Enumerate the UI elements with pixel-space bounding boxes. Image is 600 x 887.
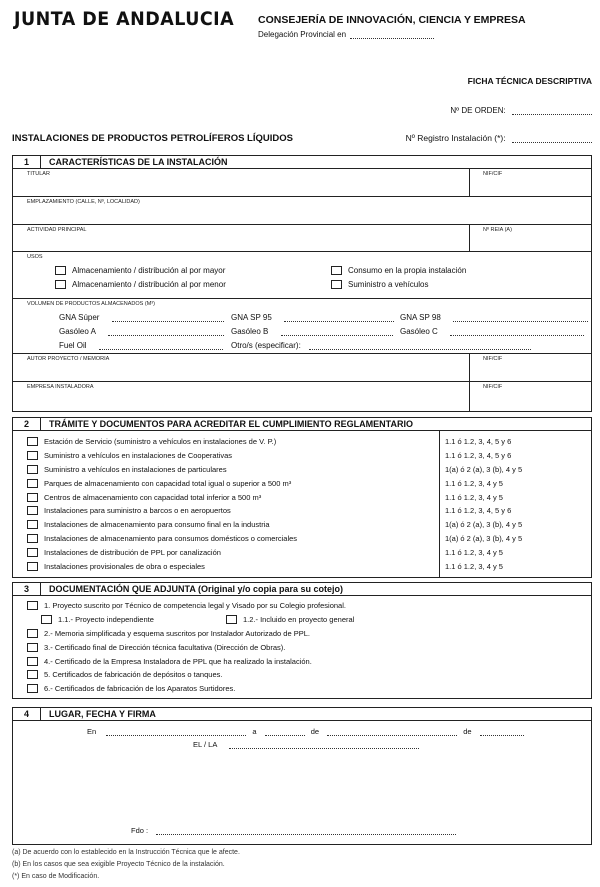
checkbox[interactable] <box>27 670 38 679</box>
section-4 <box>12 707 592 845</box>
tramite-row[interactable] <box>13 545 591 559</box>
row-label: Instalaciones de almacenamiento para consumo final en la industria <box>44 520 270 530</box>
checkbox[interactable] <box>41 615 52 624</box>
option-label: Consumo en la propia instalación <box>348 266 467 275</box>
note-c: (*) En caso de Modificación. <box>12 873 100 880</box>
doc-1[interactable] <box>13 599 591 613</box>
tramite-row[interactable] <box>13 490 591 504</box>
option-label: Almacenamiento / distribución al por menor <box>72 280 226 289</box>
usos-label: USOS <box>27 254 43 260</box>
row-code: 1.1 ó 1.2, 3, 4 y 5 <box>445 478 503 488</box>
section-number: 4 <box>13 708 41 720</box>
empresa-row[interactable] <box>13 382 591 411</box>
checkbox[interactable] <box>27 548 38 557</box>
section-number: 3 <box>13 583 41 595</box>
doc-6[interactable] <box>13 682 591 696</box>
gasoleo-b-field[interactable] <box>231 327 393 336</box>
orden-field[interactable] <box>512 114 592 115</box>
doc-label: 6.- Certificados de fabricación de los Aparatos Surtidores. <box>44 684 236 694</box>
checkbox[interactable] <box>27 684 38 693</box>
de-label: de <box>310 727 320 736</box>
el-la-line <box>193 740 419 749</box>
doc-2[interactable] <box>13 627 591 641</box>
titular-label: TITULAR <box>27 171 50 177</box>
checkbox[interactable] <box>27 506 38 515</box>
checkbox[interactable] <box>55 280 66 289</box>
documents-list <box>13 596 591 698</box>
doc-3[interactable] <box>13 640 591 654</box>
autor-label: AUTOR PROYECTO / MEMORIA <box>27 356 110 362</box>
row-code: 1(a) ó 2 (a), 3 (b), 4 y 5 <box>445 464 523 474</box>
en-label: En <box>87 727 97 736</box>
uso-mayor-option[interactable] <box>55 266 225 275</box>
autor-nif-label: NIF/CIF <box>483 356 503 362</box>
field-label: Gasóleo B <box>231 327 269 336</box>
row-code: 1.1 ó 1.2, 3, 4 y 5 <box>445 492 503 502</box>
checkbox[interactable] <box>27 520 38 529</box>
tramite-row[interactable] <box>13 435 591 449</box>
row-label: Suministro a vehículos en instalaciones de particulares <box>44 464 227 474</box>
reia-label: Nº REIA (A) <box>483 227 512 233</box>
month-field[interactable] <box>327 735 457 736</box>
registro-label: Nº Registro Instalación (*): <box>405 133 506 143</box>
checkbox[interactable] <box>331 280 342 289</box>
checkbox[interactable] <box>27 437 38 446</box>
fuel-oil-field[interactable] <box>59 341 223 350</box>
section-title: CARACTERÍSTICAS DE LA INSTALACIÓN <box>49 157 228 167</box>
department-title: CONSEJERÍA DE INNOVACIÓN, CIENCIA Y EMPRESA <box>258 14 526 26</box>
actividad-row[interactable] <box>13 225 591 252</box>
tramite-row[interactable] <box>13 463 591 477</box>
doc-1-options <box>13 613 591 627</box>
section-2 <box>12 417 592 578</box>
autor-row[interactable] <box>13 354 591 382</box>
row-code: 1.1 ó 1.2, 3, 4 y 5 <box>445 561 503 571</box>
row-code: 1.1 ó 1.2, 3, 4, 5 y 6 <box>445 437 512 447</box>
row-label: Instalaciones provisionales de obra o especiales <box>44 561 205 571</box>
gasoleo-a-field[interactable] <box>59 327 224 336</box>
nif-label: NIF/CIF <box>483 171 503 177</box>
day-field[interactable] <box>265 735 305 736</box>
checkbox[interactable] <box>331 266 342 275</box>
doc-label: 5. Certificados de fabricación de depósitos o tanques. <box>44 670 223 680</box>
field-label: GNA SP 95 <box>231 313 272 322</box>
checkbox[interactable] <box>27 643 38 652</box>
doc-label: 2.- Memoria simplificada y esquema suscritos por Instalador Autorizado de PPL. <box>44 628 310 638</box>
fdo-label: Fdo : <box>131 826 149 835</box>
gasoleo-c-field[interactable] <box>400 327 584 336</box>
form-title: INSTALACIONES DE PRODUCTOS PETROLÍFEROS LÍQUIDOS <box>12 133 293 144</box>
option-label: Suministro a vehículos <box>348 280 429 289</box>
uso-menor-option[interactable] <box>55 280 226 289</box>
orden-label: Nº DE ORDEN: <box>450 106 506 115</box>
row-label: Instalaciones para suministro a barcos o en aeropuertos <box>44 506 231 516</box>
gna-sp95-field[interactable] <box>231 313 394 322</box>
row-label: Instalaciones de almacenamiento para consumos domésticos o comerciales <box>44 533 298 543</box>
delegation-line <box>258 30 434 39</box>
volumen-row <box>13 299 591 354</box>
delegation-field[interactable] <box>350 38 434 39</box>
section-number: 2 <box>13 418 41 430</box>
checkbox[interactable] <box>226 615 237 624</box>
emplazamiento-row[interactable] <box>13 197 591 225</box>
tramite-row[interactable] <box>13 449 591 463</box>
registro-line <box>406 133 592 143</box>
doc-label: 4.- Certificado de la Empresa Instaladora de PPL que ha realizado la instalación. <box>44 656 312 666</box>
form-type-title: FICHA TÉCNICA DESCRIPTIVA <box>467 76 592 86</box>
checkbox[interactable] <box>27 657 38 666</box>
note-b: (b) En los casos que sea exigible Proyecto Técnico de la instalación. <box>12 861 225 868</box>
section-number: 1 <box>13 156 41 168</box>
section-2-header <box>13 418 591 431</box>
checkbox[interactable] <box>27 493 38 502</box>
row-label: Parques de almacenamiento con capacidad total igual o superior a 500 m³ <box>44 478 292 488</box>
el-la-field[interactable] <box>229 748 419 749</box>
usos-row <box>13 252 591 299</box>
section-title: LUGAR, FECHA Y FIRMA <box>49 709 156 719</box>
gna-sp98-field[interactable] <box>400 313 588 322</box>
year-field[interactable] <box>480 735 524 736</box>
option-label: Almacenamiento / distribución al por mayor <box>72 266 226 275</box>
row-label: Suministro a vehículos en instalaciones de Cooperativas <box>44 451 233 461</box>
titular-row[interactable] <box>13 169 591 197</box>
checkbox[interactable] <box>27 629 38 638</box>
checkbox[interactable] <box>55 266 66 275</box>
section-3 <box>12 582 592 699</box>
tramite-row[interactable] <box>13 504 591 518</box>
row-label: Estación de Servicio (suministro a vehículos en instalaciones de V. P.) <box>44 437 277 447</box>
place-date-line <box>87 727 524 736</box>
signature-field[interactable] <box>156 834 456 835</box>
otros-field[interactable] <box>231 341 531 350</box>
doc-label: 1. Proyecto suscrito por Técnico de competencia legal y Visado por su Colegio profesional. <box>44 601 346 611</box>
uso-vehiculos-option[interactable] <box>331 280 428 289</box>
field-label: GNA SP 98 <box>400 313 441 322</box>
registro-field[interactable] <box>512 142 592 143</box>
note-a: (a) De acuerdo con lo establecido en la Instrucción Técnica que le afecte. <box>12 849 240 856</box>
logo: JUNTA DE ANDALUCIA <box>14 8 235 30</box>
doc-4[interactable] <box>13 654 591 668</box>
row-code: 1(a) ó 2 (a), 3 (b), 4 y 5 <box>445 520 523 530</box>
fdo-line <box>131 826 456 835</box>
checkbox[interactable] <box>27 451 38 460</box>
doc-5[interactable] <box>13 668 591 682</box>
section-title: DOCUMENTACIÓN QUE ADJUNTA (Original y/o copia para su cotejo) <box>49 584 344 594</box>
checkbox[interactable] <box>27 479 38 488</box>
emplazamiento-label: EMPLAZAMIENTO (CALLE, Nº, LOCALIDAD) <box>27 199 140 205</box>
section-3-header <box>13 583 591 596</box>
field-label: Gasóleo A <box>59 327 96 336</box>
section-title: TRÁMITE Y DOCUMENTOS PARA ACREDITAR EL CUMPLIMIENTO REGLAMENTARIO <box>49 419 414 429</box>
orden-line <box>450 106 592 115</box>
place-field[interactable] <box>106 735 246 736</box>
a-label: a <box>252 727 257 736</box>
section-4-header <box>13 708 591 721</box>
volumen-label: VOLUMEN DE PRODUCTOS ALMACENADOS (M³) <box>27 301 155 307</box>
field-label: Fuel Oil <box>59 341 87 350</box>
row-code: 1.1 ó 1.2, 3, 4 y 5 <box>445 547 503 557</box>
row-label: Centros de almacenamiento con capacidad total inferior a 500 m³ <box>44 492 262 502</box>
gna-super-field[interactable] <box>59 313 224 322</box>
empresa-nif-label: NIF/CIF <box>483 384 503 390</box>
signature-area <box>13 721 591 844</box>
row-code: 1.1 ó 1.2, 3, 4, 5 y 6 <box>445 506 512 516</box>
field-label: Gasóleo C <box>400 327 438 336</box>
checkbox[interactable] <box>27 534 38 543</box>
field-label: GNA Súper <box>59 313 100 322</box>
checkbox[interactable] <box>27 465 38 474</box>
uso-consumo-option[interactable] <box>331 266 466 275</box>
de-label: de <box>463 727 472 736</box>
doc-label: 3.- Certificado final de Dirección técnica facultativa (Dirección de Obras). <box>44 642 286 652</box>
actividad-label: ACTIVIDAD PRINCIPAL <box>27 227 87 233</box>
tramite-row[interactable] <box>13 559 591 573</box>
section-1-header <box>13 156 591 169</box>
doc-label: 1.2.- Incluido en proyecto general <box>243 615 355 625</box>
tramite-row[interactable] <box>13 476 591 490</box>
el-la-label: EL / LA <box>193 740 217 749</box>
tramite-list <box>13 431 591 577</box>
doc-label: 1.1.- Proyecto independiente <box>58 615 154 625</box>
row-label: Instalaciones de distribución de PPL por canalización <box>44 547 221 557</box>
delegation-label: Delegación Provincial en <box>258 30 347 39</box>
empresa-label: EMPRESA INSTALADORA <box>27 384 94 390</box>
row-code: 1(a) ó 2 (a), 3 (b), 4 y 5 <box>445 533 523 543</box>
tramite-row[interactable] <box>13 518 591 532</box>
checkbox[interactable] <box>27 562 38 571</box>
row-code: 1.1 ó 1.2, 3, 4, 5 y 6 <box>445 451 512 461</box>
field-label: Otro/s (especificar): <box>231 341 301 350</box>
section-1 <box>12 155 592 412</box>
checkbox[interactable] <box>27 601 38 610</box>
tramite-row[interactable] <box>13 532 591 546</box>
